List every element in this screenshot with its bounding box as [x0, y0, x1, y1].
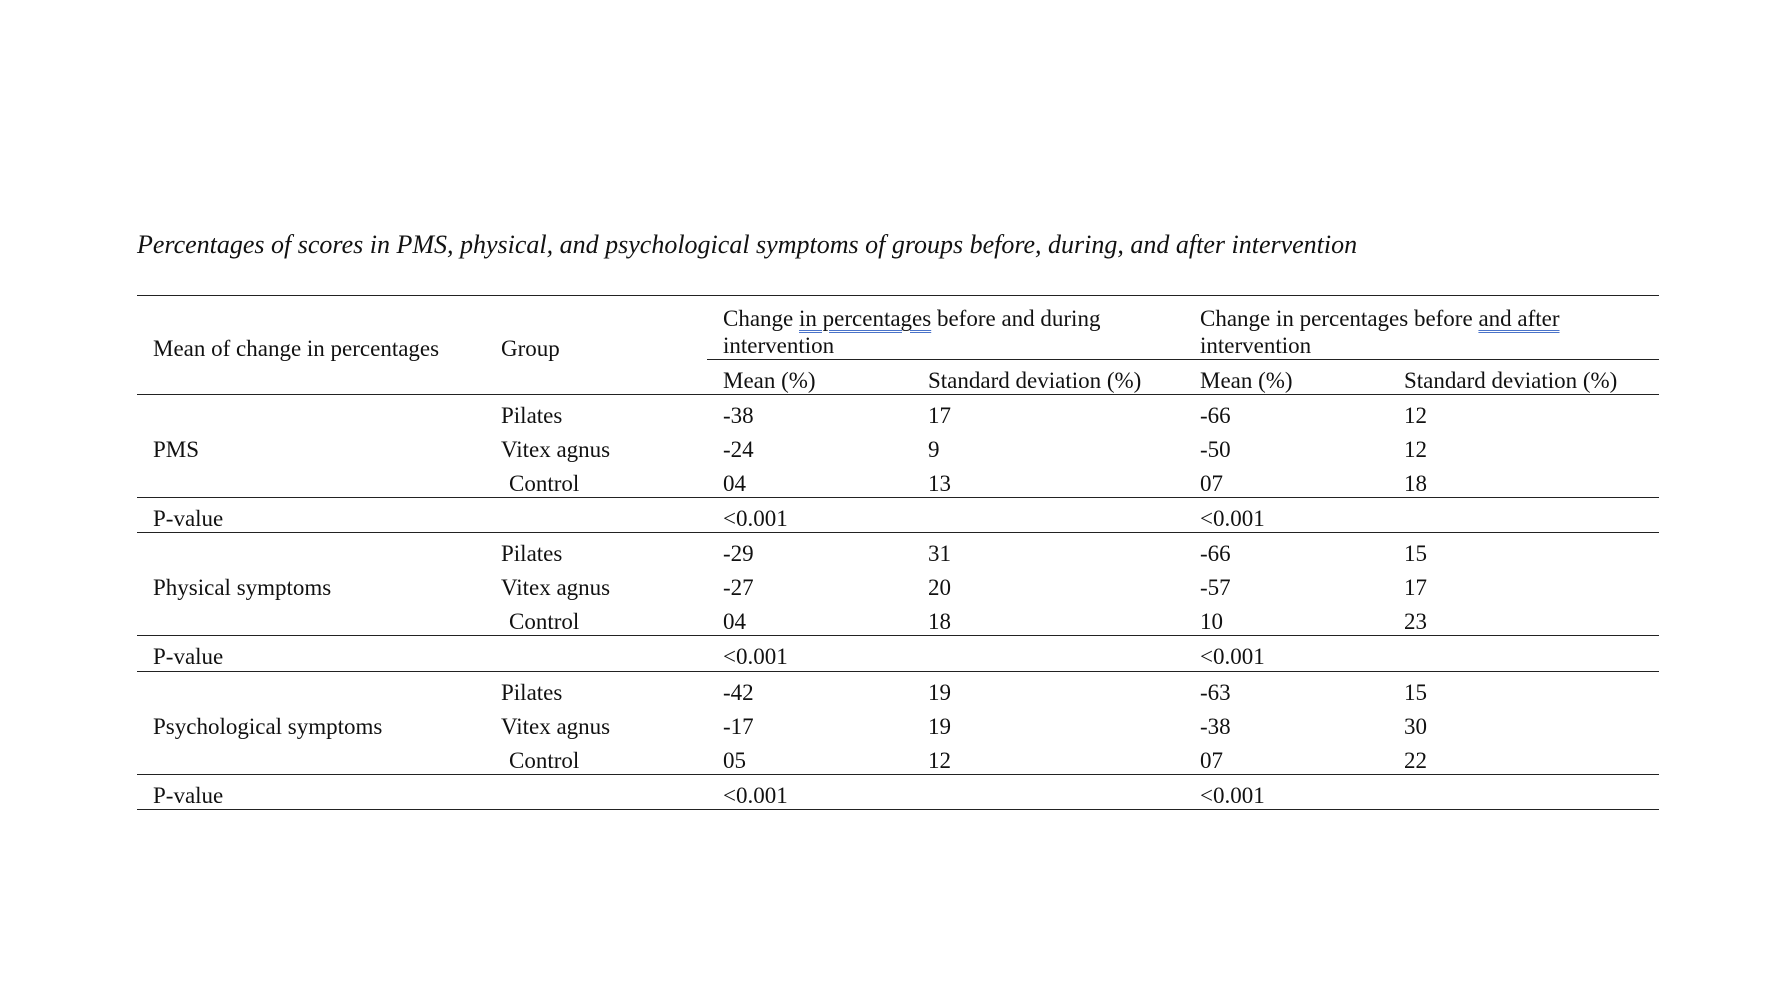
- during-mean-cell: -29: [723, 541, 754, 566]
- after-mean-cell: 07: [1200, 471, 1223, 496]
- after-mean-cell: 10: [1200, 609, 1223, 634]
- after-sd-cell: 15: [1404, 680, 1427, 705]
- table-caption: Percentages of scores in PMS, physical, and psychological symptoms of groups before, during, and after intervention: [137, 230, 1358, 259]
- p-value-label: P-value: [153, 644, 224, 669]
- table-top-rule: [137, 295, 1659, 296]
- row-rule: [137, 671, 1659, 672]
- spellcheck-underline: in percentages: [799, 306, 932, 331]
- after-sd-cell: 17: [1404, 575, 1427, 600]
- during-sd-cell: 12: [928, 748, 951, 773]
- after-sd-cell: 12: [1404, 437, 1427, 462]
- after-sd-cell: 15: [1404, 541, 1427, 566]
- during-sd-cell: 20: [928, 575, 951, 600]
- header-change-after: Change in percentages before and after intervention: [1200, 306, 1560, 358]
- after-sd-cell: 22: [1404, 748, 1427, 773]
- row-rule: [137, 774, 1659, 775]
- during-mean-cell: -27: [723, 575, 754, 600]
- group-cell: Vitex agnus: [501, 714, 611, 739]
- after-mean-cell: -38: [1200, 714, 1231, 739]
- header-during-sd: Standard deviation (%): [928, 368, 1142, 393]
- group-cell: Vitex agnus: [501, 575, 611, 600]
- p-value-after: <0.001: [1200, 506, 1265, 531]
- p-value-after: <0.001: [1200, 644, 1265, 669]
- after-mean-cell: 07: [1200, 748, 1223, 773]
- header-bottom-rule: [137, 394, 1659, 395]
- p-value-label: P-value: [153, 506, 224, 531]
- during-mean-cell: 04: [723, 609, 746, 634]
- header-change-during: Change in percentages before and during intervention: [723, 306, 1101, 358]
- p-value-during: <0.001: [723, 644, 788, 669]
- group-cell: Vitex agnus: [501, 437, 611, 462]
- p-value-after: <0.001: [1200, 783, 1265, 808]
- after-sd-cell: 30: [1404, 714, 1427, 739]
- during-mean-cell: -17: [723, 714, 754, 739]
- section-label: Physical symptoms: [153, 575, 332, 600]
- during-mean-cell: -24: [723, 437, 754, 462]
- during-sd-cell: 13: [928, 471, 951, 496]
- during-sd-cell: 17: [928, 403, 951, 428]
- spellcheck-underline: and after: [1478, 306, 1560, 331]
- row-rule: [137, 532, 1659, 533]
- header-after-mean: Mean (%): [1200, 368, 1293, 393]
- group-cell: Pilates: [501, 403, 563, 428]
- after-sd-cell: 23: [1404, 609, 1427, 634]
- row-rule: [137, 635, 1659, 636]
- group-cell: Pilates: [501, 680, 563, 705]
- after-sd-cell: 12: [1404, 403, 1427, 428]
- after-mean-cell: -50: [1200, 437, 1231, 462]
- during-sd-cell: 9: [928, 437, 940, 462]
- during-sd-cell: 19: [928, 714, 951, 739]
- header-group: Group: [501, 336, 560, 361]
- group-cell: Control: [509, 471, 580, 496]
- during-sd-cell: 19: [928, 680, 951, 705]
- during-mean-cell: 05: [723, 748, 746, 773]
- header-group-rule: [707, 359, 1659, 360]
- row-rule: [137, 497, 1659, 498]
- after-mean-cell: -57: [1200, 575, 1231, 600]
- after-mean-cell: -66: [1200, 403, 1231, 428]
- header-during-mean: Mean (%): [723, 368, 816, 393]
- during-sd-cell: 18: [928, 609, 951, 634]
- during-mean-cell: -42: [723, 680, 754, 705]
- after-sd-cell: 18: [1404, 471, 1427, 496]
- results-table: [137, 295, 1659, 810]
- table-bottom-rule: [137, 809, 1659, 810]
- p-value-label: P-value: [153, 783, 224, 808]
- p-value-during: <0.001: [723, 783, 788, 808]
- after-mean-cell: -63: [1200, 680, 1231, 705]
- during-mean-cell: -38: [723, 403, 754, 428]
- p-value-during: <0.001: [723, 506, 788, 531]
- section-label: Psychological symptoms: [153, 714, 383, 739]
- group-cell: Pilates: [501, 541, 563, 566]
- during-mean-cell: 04: [723, 471, 746, 496]
- header-after-sd: Standard deviation (%): [1404, 368, 1618, 393]
- after-mean-cell: -66: [1200, 541, 1231, 566]
- group-cell: Control: [509, 748, 580, 773]
- group-cell: Control: [509, 609, 580, 634]
- header-mean-of-change: Mean of change in percentages: [153, 336, 440, 361]
- during-sd-cell: 31: [928, 541, 951, 566]
- section-label: PMS: [153, 437, 200, 462]
